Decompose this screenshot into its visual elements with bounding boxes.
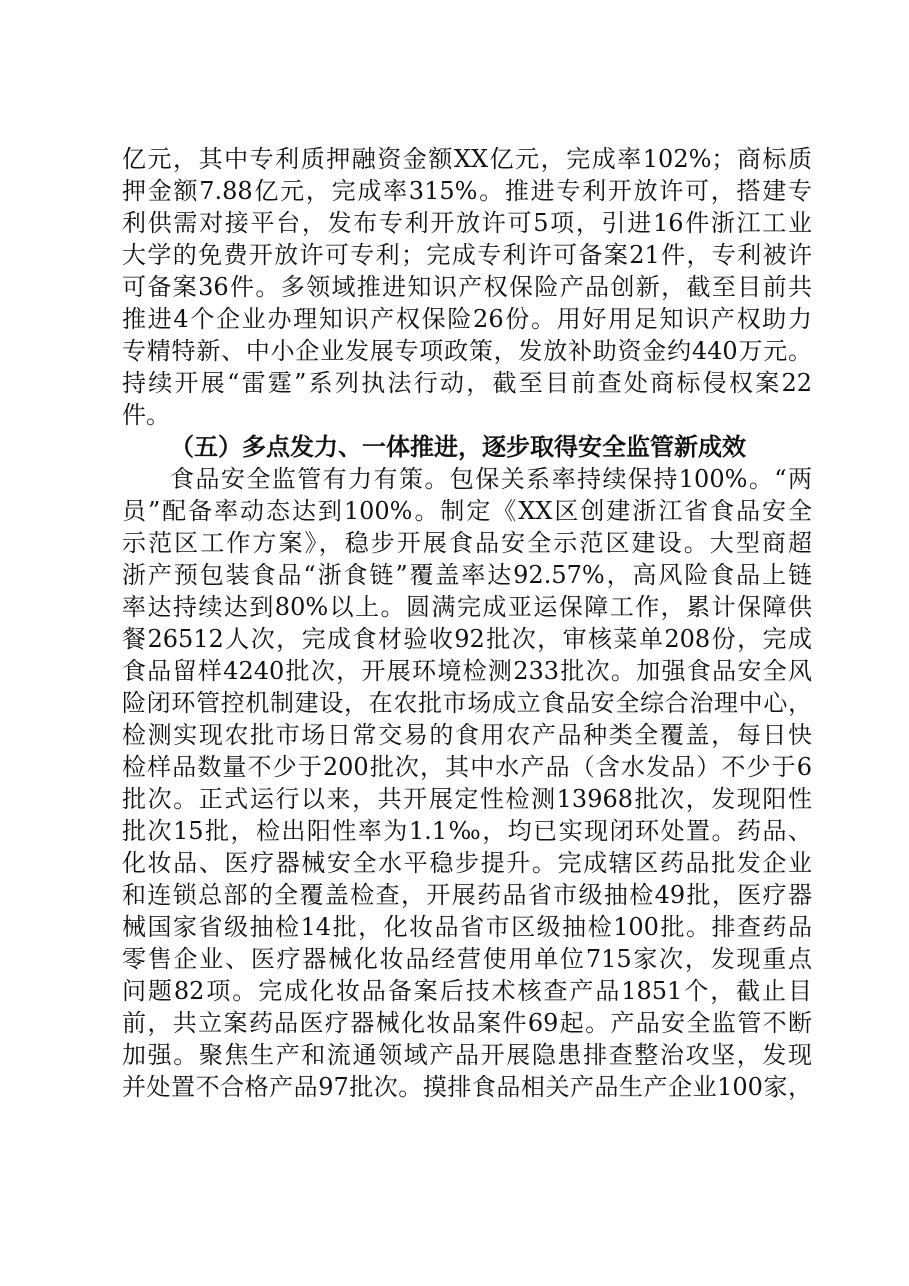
paragraph-line: 并处置不合格产品97批次。摸排食品相关产品生产企业100家， <box>122 1073 812 1101</box>
paragraph-line: 械国家省级抽检14批，化妆品省市区级抽检100批。排查药品 <box>122 913 812 941</box>
paragraph-line: 食品留样4240批次，开展环境检测233批次。加强食品安全风 <box>122 657 812 685</box>
paragraph-line: 问题82项。完成化妆品备案后技术核查产品1851个，截止目 <box>122 977 812 1005</box>
paragraph-line: 前，共立案药品医疗器械化妆品案件69起。产品安全监管不断 <box>122 1009 812 1037</box>
paragraph-line: 检测实现农批市场日常交易的食用农产品种类全覆盖，每日快 <box>122 721 812 749</box>
paragraph-line: 利供需对接平台，发布专利开放许可5项，引进16件浙江工业 <box>122 209 812 237</box>
paragraph-line: 浙产预包装食品“浙食链”覆盖率达92.57%，高风险食品上链 <box>122 561 812 589</box>
paragraph-line: 可备案36件。多领域推进知识产权保险产品创新，截至目前共 <box>122 273 812 301</box>
paragraph-line: 检样品数量不少于200批次，其中水产品（含水发品）不少于6 <box>122 753 812 781</box>
paragraph-line: 零售企业、医疗器械化妆品经营使用单位715家次，发现重点 <box>122 945 812 973</box>
paragraph-line: 餐26512人次，完成食材验收92批次，审核菜单208份，完成 <box>122 625 812 653</box>
paragraph-line: 食品安全监管有力有策。包保关系率持续保持100%。“两 <box>170 465 812 493</box>
paragraph-line: 押金额7.88亿元，完成率315%。推进专利开放许可，搭建专 <box>122 177 812 205</box>
section-heading: （五）多点发力、一体推进，逐步取得安全监管新成效 <box>170 432 746 461</box>
paragraph-line: 大学的免费开放许可专利；完成专利许可备案21件，专利被许 <box>122 241 812 269</box>
paragraph-line: 亿元，其中专利质押融资金额XX亿元，完成率102%；商标质 <box>122 145 812 173</box>
paragraph-line: 批次。正式运行以来，共开展定性检测13968批次，发现阳性 <box>122 785 812 813</box>
paragraph-line: 险闭环管控机制建设，在农批市场成立食品安全综合治理中心， <box>122 689 812 717</box>
paragraph-line: 件。 <box>122 401 170 429</box>
paragraph-line: 加强。聚焦生产和流通领域产品开展隐患排查整治攻坚，发现 <box>122 1041 812 1069</box>
paragraph-line: 示范区工作方案》，稳步开展食品安全示范区建设。大型商超 <box>122 529 812 557</box>
paragraph-line: 持续开展“雷霆”系列执法行动，截至目前查处商标侵权案22 <box>122 369 812 397</box>
paragraph-line: 批次15批，检出阳性率为1.1‰，均已实现闭环处置。药品、 <box>122 817 812 845</box>
paragraph-line: 和连锁总部的全覆盖检查，开展药品省市级抽检49批，医疗器 <box>122 881 812 909</box>
paragraph-line: 率达持续达到80%以上。圆满完成亚运保障工作，累计保障供 <box>122 593 812 621</box>
paragraph-line: 员”配备率动态达到100%。制定《XX区创建浙江省食品安全 <box>122 497 812 525</box>
paragraph-line: 推进4个企业办理知识产权保险26份。用好用足知识产权助力 <box>122 305 812 333</box>
paragraph-line: 化妆品、医疗器械安全水平稳步提升。完成辖区药品批发企业 <box>122 849 812 877</box>
paragraph-line: 专精特新、中小企业发展专项政策，发放补助资金约440万元。 <box>122 337 812 365</box>
document-body <box>122 143 812 1103</box>
